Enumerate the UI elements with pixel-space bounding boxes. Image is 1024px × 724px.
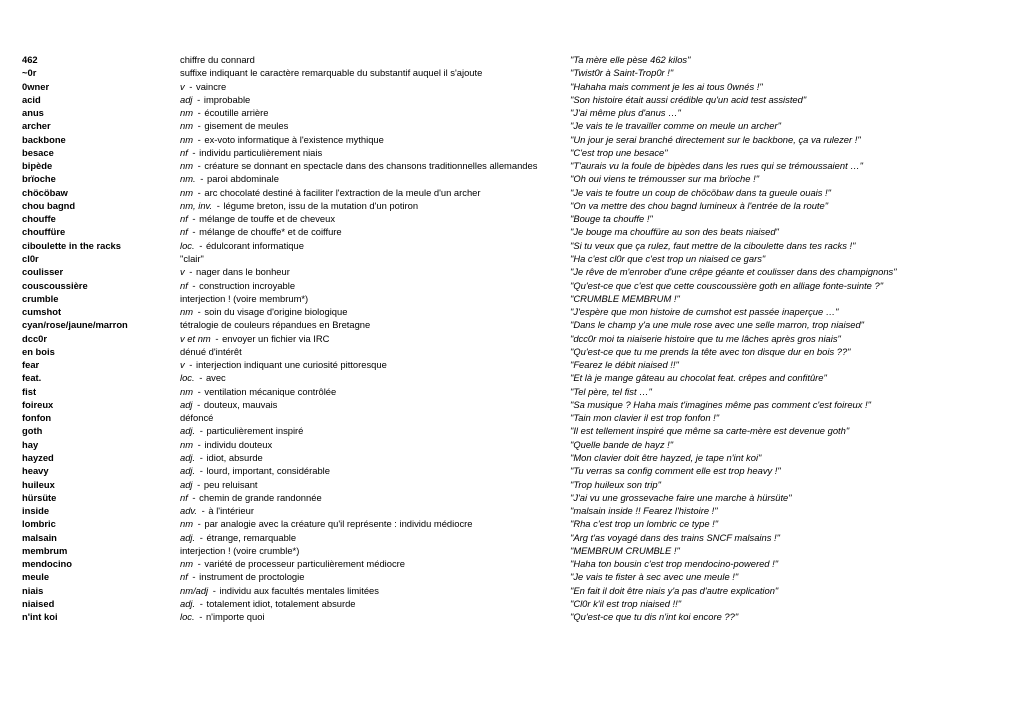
example: "Bouge ta chouffe !": [570, 213, 653, 225]
definition-cell: [180, 172, 279, 185]
term: heavy: [22, 465, 49, 477]
example: "Hahaha mais comment je les ai tous 0wnés !": [570, 80, 763, 92]
term: coulisser: [22, 266, 64, 278]
glossary-row: [22, 557, 1012, 570]
example: "Oh oui viens te trémousser sur ma brïoche !": [570, 173, 760, 185]
definition: interjection indiquant une curiosité pittoresque: [196, 359, 387, 371]
glossary-row: [22, 544, 1012, 557]
pos-separator: -: [195, 107, 204, 119]
glossary-row: [22, 239, 1012, 252]
part-of-speech: v: [180, 266, 185, 278]
glossary-row: [22, 438, 1012, 451]
part-of-speech: nf: [180, 279, 188, 291]
part-of-speech: nf: [180, 226, 188, 238]
pos-separator: -: [195, 133, 204, 145]
pos-separator: -: [195, 438, 204, 450]
definition: à l'intérieur: [208, 505, 254, 517]
part-of-speech: nm, inv.: [180, 199, 213, 211]
example: "Dans le champ y'a une mule rose avec une selle marron, trop niaised": [570, 319, 865, 331]
pos-separator: -: [214, 199, 223, 211]
term: brïoche: [22, 173, 56, 185]
example: "Rha c'est trop un lombric ce type !": [570, 518, 719, 530]
pos-separator: -: [212, 332, 222, 344]
example: "Mon clavier doit être hayzed, je tape n'int koi": [570, 451, 762, 463]
term: lombric: [22, 518, 56, 530]
example: "dcc0r moi ta niaiserie histoire que tu me lâches après gros niais": [570, 332, 841, 344]
definition: soin du visage d'origine biologique: [204, 306, 348, 318]
definition-cell: [180, 345, 242, 358]
part-of-speech: nm: [180, 186, 194, 198]
example: "malsain inside !! Fearez l'histoire !": [570, 505, 718, 517]
example: "Qu'est-ce que c'est que cette couscoussière goth en alliage fonte-suinte ?": [570, 279, 884, 291]
term: malsain: [22, 531, 57, 543]
definition-cell: [180, 570, 304, 583]
term: hayzed: [22, 451, 54, 463]
term: chouffe: [22, 213, 56, 225]
part-of-speech: adj.: [180, 531, 196, 543]
part-of-speech: v: [180, 80, 185, 92]
definition: paroi abdominale: [206, 173, 279, 185]
definition-cell: [180, 411, 213, 424]
example: "Je vais te le travailler comme on meule un archer": [570, 120, 781, 132]
glossary-row: [22, 53, 1012, 66]
part-of-speech: nm: [180, 306, 194, 318]
glossary-row: [22, 292, 1012, 305]
pos-separator: -: [197, 425, 206, 437]
glossary-row: [22, 424, 1012, 437]
glossary-row: [22, 212, 1012, 225]
definition-cell: [180, 517, 472, 530]
example: "T'aurais vu la foule de bipèdes dans les rues qui se trémoussaient …": [570, 160, 863, 172]
pos-separator: -: [197, 531, 206, 543]
pos-separator: -: [197, 597, 206, 609]
definition-cell: [180, 318, 370, 331]
part-of-speech: adj.: [180, 465, 196, 477]
definition-cell: [180, 80, 226, 93]
definition-cell: [180, 279, 295, 292]
pos-separator: -: [195, 385, 204, 397]
pos-separator: -: [195, 186, 204, 198]
definition: individu aux facultés mentales limitées: [219, 584, 379, 596]
definition-cell: [180, 265, 290, 278]
definition-cell: [180, 305, 347, 318]
definition-cell: [180, 186, 481, 199]
definition: écoutille arrière: [204, 107, 269, 119]
term: goth: [22, 425, 43, 437]
term: crumble: [22, 292, 59, 304]
definition: édulcorant informatique: [205, 239, 304, 251]
term: cl0r: [22, 252, 39, 264]
definition-cell: [180, 133, 384, 146]
example: "Cl0r k'il est trop niaised !!": [570, 597, 682, 609]
part-of-speech: adj.: [180, 425, 196, 437]
glossary-row: [22, 504, 1012, 517]
pos-separator: -: [195, 518, 204, 530]
term: 462: [22, 54, 38, 65]
term: bipède: [22, 160, 53, 172]
term: chou bagnd: [22, 199, 76, 211]
term: en bois: [22, 345, 55, 357]
definition-cell: [180, 212, 335, 225]
definition: par analogie avec la créature qu'il représente : individu médiocre: [204, 518, 473, 530]
definition: défoncé: [180, 412, 214, 424]
term: fonfon: [22, 412, 52, 424]
definition: "clair": [180, 252, 204, 264]
definition: ex-voto informatique à l'existence mythique: [204, 133, 384, 145]
glossary-row: [22, 80, 1012, 93]
term: n'int koi: [22, 611, 58, 623]
glossary-row: [22, 186, 1012, 199]
definition: individu douteux: [204, 438, 273, 450]
definition-cell: [180, 424, 303, 437]
glossary-row: [22, 451, 1012, 464]
glossary-row: [22, 517, 1012, 530]
example: "Je rêve de m'enrober d'une crêpe géante et coulisser dans des champignons": [570, 266, 897, 278]
example: "C'est trop une besace": [570, 146, 668, 158]
glossary-row: [22, 199, 1012, 212]
definition: interjection ! (voire crumble*): [180, 544, 300, 556]
example: "Fearez le débit niaised !!": [570, 359, 679, 371]
part-of-speech: v: [180, 359, 185, 371]
pos-separator: -: [210, 584, 219, 596]
term: archer: [22, 120, 51, 132]
part-of-speech: nm/adj: [180, 584, 209, 596]
definition-cell: [180, 610, 265, 623]
pos-separator: -: [195, 120, 204, 132]
pos-separator: -: [186, 80, 196, 92]
part-of-speech: adj: [180, 478, 193, 490]
definition: douteux, mauvais: [203, 398, 278, 410]
glossary-row: [22, 345, 1012, 358]
definition: gisement de meules: [204, 120, 289, 132]
part-of-speech: v et nm: [180, 332, 211, 344]
definition: suffixe indiquant le caractère remarquable du substantif auquel il s'ajoute: [180, 67, 483, 79]
glossary-row: [22, 172, 1012, 185]
glossary-row: [22, 265, 1012, 278]
pos-separator: -: [197, 173, 206, 185]
glossary-row: [22, 464, 1012, 477]
example: "Je bouge ma chouffüre au son des beats niaised": [570, 226, 779, 238]
definition-cell: [180, 106, 268, 119]
part-of-speech: nm: [180, 133, 194, 145]
pos-separator: -: [197, 465, 206, 477]
part-of-speech: nf: [180, 571, 188, 583]
part-of-speech: nm.: [180, 173, 196, 185]
glossary-row: [22, 279, 1012, 292]
term: acid: [22, 93, 41, 105]
pos-separator: -: [194, 478, 203, 490]
glossary-row: [22, 584, 1012, 597]
pos-separator: -: [189, 571, 199, 583]
definition-cell: [180, 464, 330, 477]
part-of-speech: adv.: [180, 505, 198, 517]
pos-separator: -: [196, 239, 205, 251]
term: membrum: [22, 544, 68, 556]
definition-cell: [180, 385, 336, 398]
pos-separator: -: [189, 226, 199, 238]
example: "Je vais te foutre un coup de chöcöbaw dans ta gueule ouais !": [570, 186, 831, 198]
term: chöcöbaw: [22, 186, 68, 198]
pos-separator: -: [197, 451, 206, 463]
example: "CRUMBLE MEMBRUM !": [570, 292, 680, 304]
definition-cell: [180, 119, 288, 132]
term: hay: [22, 438, 39, 450]
definition-cell: [180, 491, 322, 504]
definition: légume breton, issu de la mutation d'un potiron: [223, 199, 419, 211]
part-of-speech: adj.: [180, 597, 196, 609]
term: couscoussière: [22, 279, 88, 291]
glossary-row: [22, 478, 1012, 491]
pos-separator: -: [195, 558, 204, 570]
definition: totalement idiot, totalement absurde: [206, 597, 356, 609]
example: "Tel père, tel fist …": [570, 385, 652, 397]
part-of-speech: adj: [180, 398, 193, 410]
part-of-speech: loc.: [180, 239, 195, 251]
glossary-row: [22, 385, 1012, 398]
part-of-speech: loc.: [180, 372, 195, 384]
glossary-row: [22, 531, 1012, 544]
definition-cell: [180, 252, 204, 265]
term: niais: [22, 584, 44, 596]
example: "Et là je mange gâteau au chocolat feat. crêpes and confitûre": [570, 372, 827, 384]
glossary-row: [22, 305, 1012, 318]
glossary-row: [22, 610, 1012, 623]
example: "J'ai même plus d'anus …": [570, 107, 681, 119]
example: "J'ai vu une grossevache faire une marche à hürsüte": [570, 491, 792, 503]
definition: peu reluisant: [203, 478, 258, 490]
part-of-speech: nm: [180, 160, 194, 172]
glossary-row: [22, 146, 1012, 159]
definition: n'importe quoi: [205, 611, 265, 623]
definition: mélange de chouffe* et de coiffure: [199, 226, 342, 238]
example: "Qu'est-ce que tu dis n'int koi encore ??": [570, 611, 739, 623]
example: "Twist0r à Saint-Trop0r !": [570, 67, 674, 79]
definition-cell: [180, 478, 258, 491]
pos-separator: -: [195, 306, 204, 318]
term: mendocino: [22, 558, 73, 570]
pos-separator: -: [189, 491, 199, 503]
example: "Tain mon clavier il est trop fonfon !": [570, 412, 720, 424]
example: "Tu verras sa config comment elle est trop heavy !": [570, 465, 781, 477]
definition: interjection ! (voire membrum*): [180, 292, 309, 304]
definition: vaincre: [196, 80, 227, 92]
definition-cell: [180, 371, 226, 384]
term: chouffüre: [22, 226, 66, 238]
part-of-speech: adj: [180, 93, 193, 105]
term: fear: [22, 359, 40, 371]
definition: étrange, remarquable: [206, 531, 297, 543]
glossary-row: [22, 159, 1012, 172]
term: 0wner: [22, 80, 50, 92]
definition: tétralogie de couleurs répandues en Bretagne: [180, 319, 371, 331]
term: foireux: [22, 398, 54, 410]
part-of-speech: nf: [180, 146, 188, 158]
pos-separator: -: [186, 359, 196, 371]
definition: nager dans le bonheur: [196, 266, 290, 278]
part-of-speech: nm: [180, 438, 194, 450]
part-of-speech: adj.: [180, 451, 196, 463]
definition: créature se donnant en spectacle dans des chansons traditionnelles allemandes: [204, 160, 538, 172]
definition-cell: [180, 332, 329, 345]
pos-separator: -: [186, 266, 196, 278]
definition-cell: [180, 584, 379, 597]
definition: arc chocolaté destiné à faciliter l'extraction de la meule d'un archer: [204, 186, 481, 198]
example: "Haha ton bousin c'est trop mendocino-powered !": [570, 558, 779, 570]
definition: ventilation mécanique contrôlée: [204, 385, 337, 397]
term: meule: [22, 571, 50, 583]
definition-cell: [180, 159, 537, 172]
part-of-speech: nm: [180, 120, 194, 132]
glossary-row: [22, 597, 1012, 610]
definition-cell: [180, 93, 250, 106]
definition-cell: [180, 451, 263, 464]
pos-separator: -: [189, 146, 199, 158]
pos-separator: -: [196, 611, 205, 623]
glossary-row: [22, 398, 1012, 411]
definition: dénué d'intérêt: [180, 345, 242, 357]
term: hürsüte: [22, 491, 57, 503]
example: "Qu'est-ce que tu me prends la tête avec ton disque dur en bois ??": [570, 345, 851, 357]
glossary-row: [22, 371, 1012, 384]
definition-cell: [180, 504, 254, 517]
definition-cell: [180, 438, 272, 451]
definition-cell: [180, 292, 308, 305]
glossary-row: [22, 411, 1012, 424]
example: "Quelle bande de hayz !": [570, 438, 674, 450]
example: "Un jour je serai branché directement sur le backbone, ça va rulezer !": [570, 133, 861, 145]
part-of-speech: nm: [180, 385, 194, 397]
definition: envoyer un fichier via IRC: [222, 332, 330, 344]
pos-separator: -: [196, 372, 205, 384]
example: "Je vais te fister à sec avec une meule !": [570, 571, 739, 583]
definition-cell: [180, 358, 387, 371]
example: "J'espère que mon histoire de cumshot est passée inaperçue …": [570, 306, 839, 318]
definition-cell: [180, 597, 356, 610]
term: fist: [22, 385, 37, 397]
glossary-row: [22, 318, 1012, 331]
example: "On va mettre des chou bagnd lumineux à l'entrée de la route": [570, 199, 829, 211]
glossary-row: [22, 93, 1012, 106]
term: backbone: [22, 133, 66, 145]
part-of-speech: nf: [180, 491, 188, 503]
term: cumshot: [22, 306, 62, 318]
example: "Il est tellement inspiré que même sa carte-mère est devenue goth": [570, 425, 850, 437]
term: feat.: [22, 372, 42, 384]
example: "Son histoire était aussi crédible qu'un acid test assisted": [570, 93, 807, 105]
glossary-row: [22, 491, 1012, 504]
definition: lourd, important, considérable: [206, 465, 330, 477]
part-of-speech: nm: [180, 518, 194, 530]
pos-separator: -: [189, 213, 199, 225]
glossary-row: [22, 358, 1012, 371]
definition-cell: [180, 225, 342, 238]
term: ~0r: [22, 67, 37, 79]
example: "Sa musique ? Haha mais t'imagines même pas comment c'est foireux !": [570, 398, 871, 410]
glossary-row: [22, 106, 1012, 119]
definition: particulièrement inspiré: [206, 425, 304, 437]
definition-cell: [180, 544, 299, 557]
definition: idiot, absurde: [206, 451, 263, 463]
term: ciboulette in the racks: [22, 239, 121, 251]
pos-separator: -: [194, 398, 203, 410]
definition: improbable: [203, 93, 251, 105]
part-of-speech: nm: [180, 107, 194, 119]
definition: variété de processeur particulièrement médiocre: [204, 558, 405, 570]
example: "Arg t'as voyagé dans des trains SNCF malsains !": [570, 531, 780, 543]
example: "Ha c'est cl0r que c'est trop un niaised ce gars": [570, 252, 766, 264]
part-of-speech: nf: [180, 213, 188, 225]
part-of-speech: loc.: [180, 611, 195, 623]
pos-separator: -: [199, 505, 208, 517]
glossary-row: [22, 225, 1012, 238]
pos-separator: -: [195, 160, 204, 172]
example: "MEMBRUM CRUMBLE !": [570, 544, 680, 556]
definition-cell: [180, 199, 418, 212]
part-of-speech: nm: [180, 558, 194, 570]
definition-cell: [180, 531, 296, 544]
glossary-row: [22, 332, 1012, 345]
definition-cell: [180, 398, 277, 411]
example: "Ta mère elle pèse 462 kilos": [570, 54, 691, 65]
definition: construction incroyable: [199, 279, 296, 291]
example: "En fait il doit être niais y'a pas d'autre explication": [570, 584, 779, 596]
definition-cell: [180, 53, 255, 66]
glossary-row: [22, 66, 1012, 79]
term: huileux: [22, 478, 55, 490]
definition: instrument de proctologie: [199, 571, 305, 583]
pos-separator: -: [194, 93, 203, 105]
definition-cell: [180, 66, 482, 79]
term: anus: [22, 107, 44, 119]
definition: chemin de grande randonnée: [199, 491, 322, 503]
example: "Trop huileux son trip": [570, 478, 661, 490]
pos-separator: -: [189, 279, 199, 291]
term: dcc0r: [22, 332, 48, 344]
definition: chiffre du connard: [180, 54, 255, 65]
glossary-row: [22, 570, 1012, 583]
term: niaised: [22, 597, 55, 609]
definition: mélange de touffe et de cheveux: [199, 213, 336, 225]
glossary-row: [22, 119, 1012, 132]
definition-cell: [180, 557, 405, 570]
definition-cell: [180, 146, 322, 159]
term: cyan/rose/jaune/marron: [22, 319, 128, 331]
term: inside: [22, 505, 50, 517]
term: besace: [22, 146, 54, 158]
glossary-table: [22, 53, 1012, 623]
definition-cell: [180, 239, 304, 252]
definition: individu particulièrement niais: [199, 146, 323, 158]
example: "Si tu veux que ça rulez, faut mettre de la ciboulette dans tes racks !": [570, 239, 856, 251]
definition: avec: [205, 372, 226, 384]
glossary-row: [22, 133, 1012, 146]
glossary-row: [22, 252, 1012, 265]
